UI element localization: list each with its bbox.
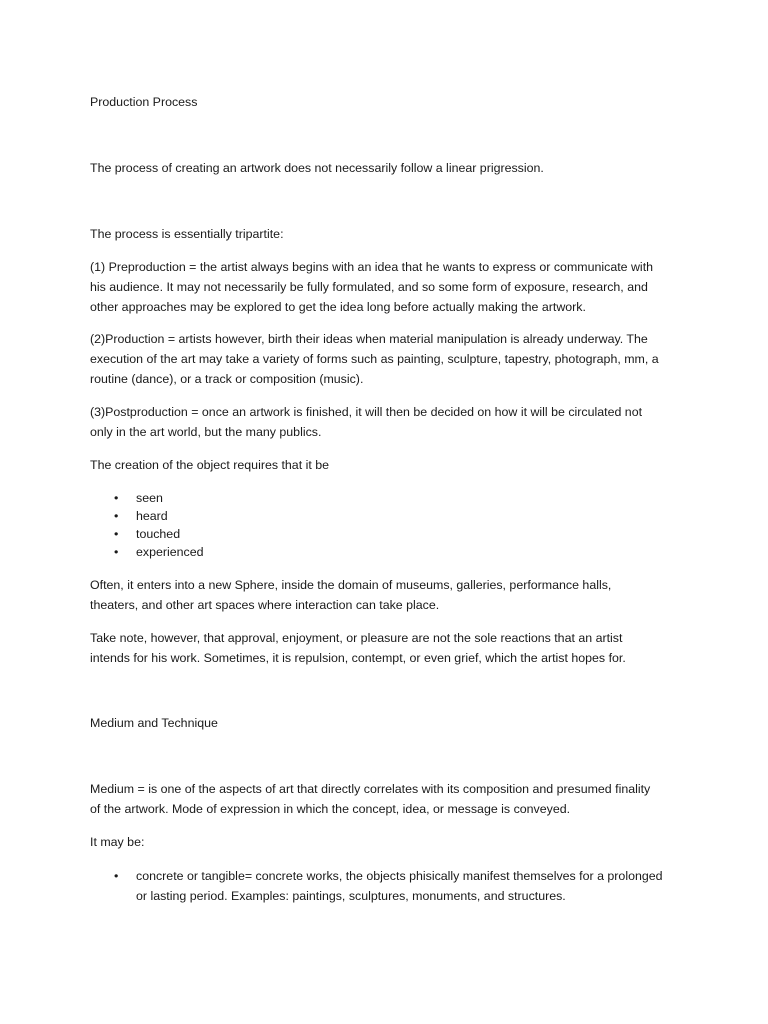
medium-definition-line-2: of the artwork. Mode of expression in which the concept, idea, or message is conveyed. [90,802,571,816]
take-note-line-1: Take note, however, that approval, enjoyment, or pleasure are not the sole reactions that an artist [90,631,623,645]
heading-production-process: Production Process [90,95,198,109]
list-item-seen: seen [136,491,163,505]
preproduction-line-2: his audience. It may not necessarily be fully formulated, and so some form of exposure, research, and [90,280,648,294]
take-note-line-2: intends for his work. Sometimes, it is repulsion, contempt, or even grief, which the artist hopes for. [90,651,626,665]
intro-paragraph: The process of creating an artwork does not necessarily follow a linear prigression. [90,161,544,175]
production-line-1: (2)Production = artists however, birth their ideas when material manipulation is already underway. The [90,332,648,346]
it-may-be-paragraph: It may be: [90,835,145,849]
preproduction-line-3: other approaches may be explored to get the idea long before actually making the artwork. [90,300,586,314]
production-line-2: execution of the art may take a variety of forms such as painting, sculpture, tapestry, photograph, mm, a [90,352,659,366]
bullet-glyph: • [114,545,119,559]
medium-definition-line-1: Medium = is one of the aspects of art that directly correlates with its composition and presumed finality [90,782,651,796]
postproduction-line-2: only in the art world, but the many publics. [90,425,322,439]
bullet-glyph: • [114,869,119,883]
bullet-glyph: • [114,491,119,505]
list-item-touched: touched [136,527,181,541]
often-line-1: Often, it enters into a new Sphere, inside the domain of museums, galleries, performance halls, [90,578,612,592]
bullet-glyph: • [114,509,119,523]
postproduction-line-1: (3)Postproduction = once an artwork is finished, it will then be decided on how it will be circulated not [90,405,643,419]
list-item-experienced: experienced [136,545,204,559]
preproduction-line-1: (1) Preproduction = the artist always begins with an idea that he wants to express or communicate with [90,260,654,274]
production-line-3: routine (dance), or a track or composition (music). [90,372,364,386]
concrete-line-1: concrete or tangible= concrete works, the objects phisically manifest themselves for a prolonged [136,869,663,883]
often-line-2: theaters, and other art spaces where interaction can take place. [90,598,440,612]
concrete-line-2: or lasting period. Examples: paintings, sculptures, monuments, and structures. [136,889,566,903]
heading-medium-technique: Medium and Technique [90,716,218,730]
bullet-glyph: • [114,527,119,541]
creation-requires-paragraph: The creation of the object requires that it be [90,458,330,472]
list-item-heard: heard [136,509,168,523]
tripartite-paragraph: The process is essentially tripartite: [90,227,284,241]
